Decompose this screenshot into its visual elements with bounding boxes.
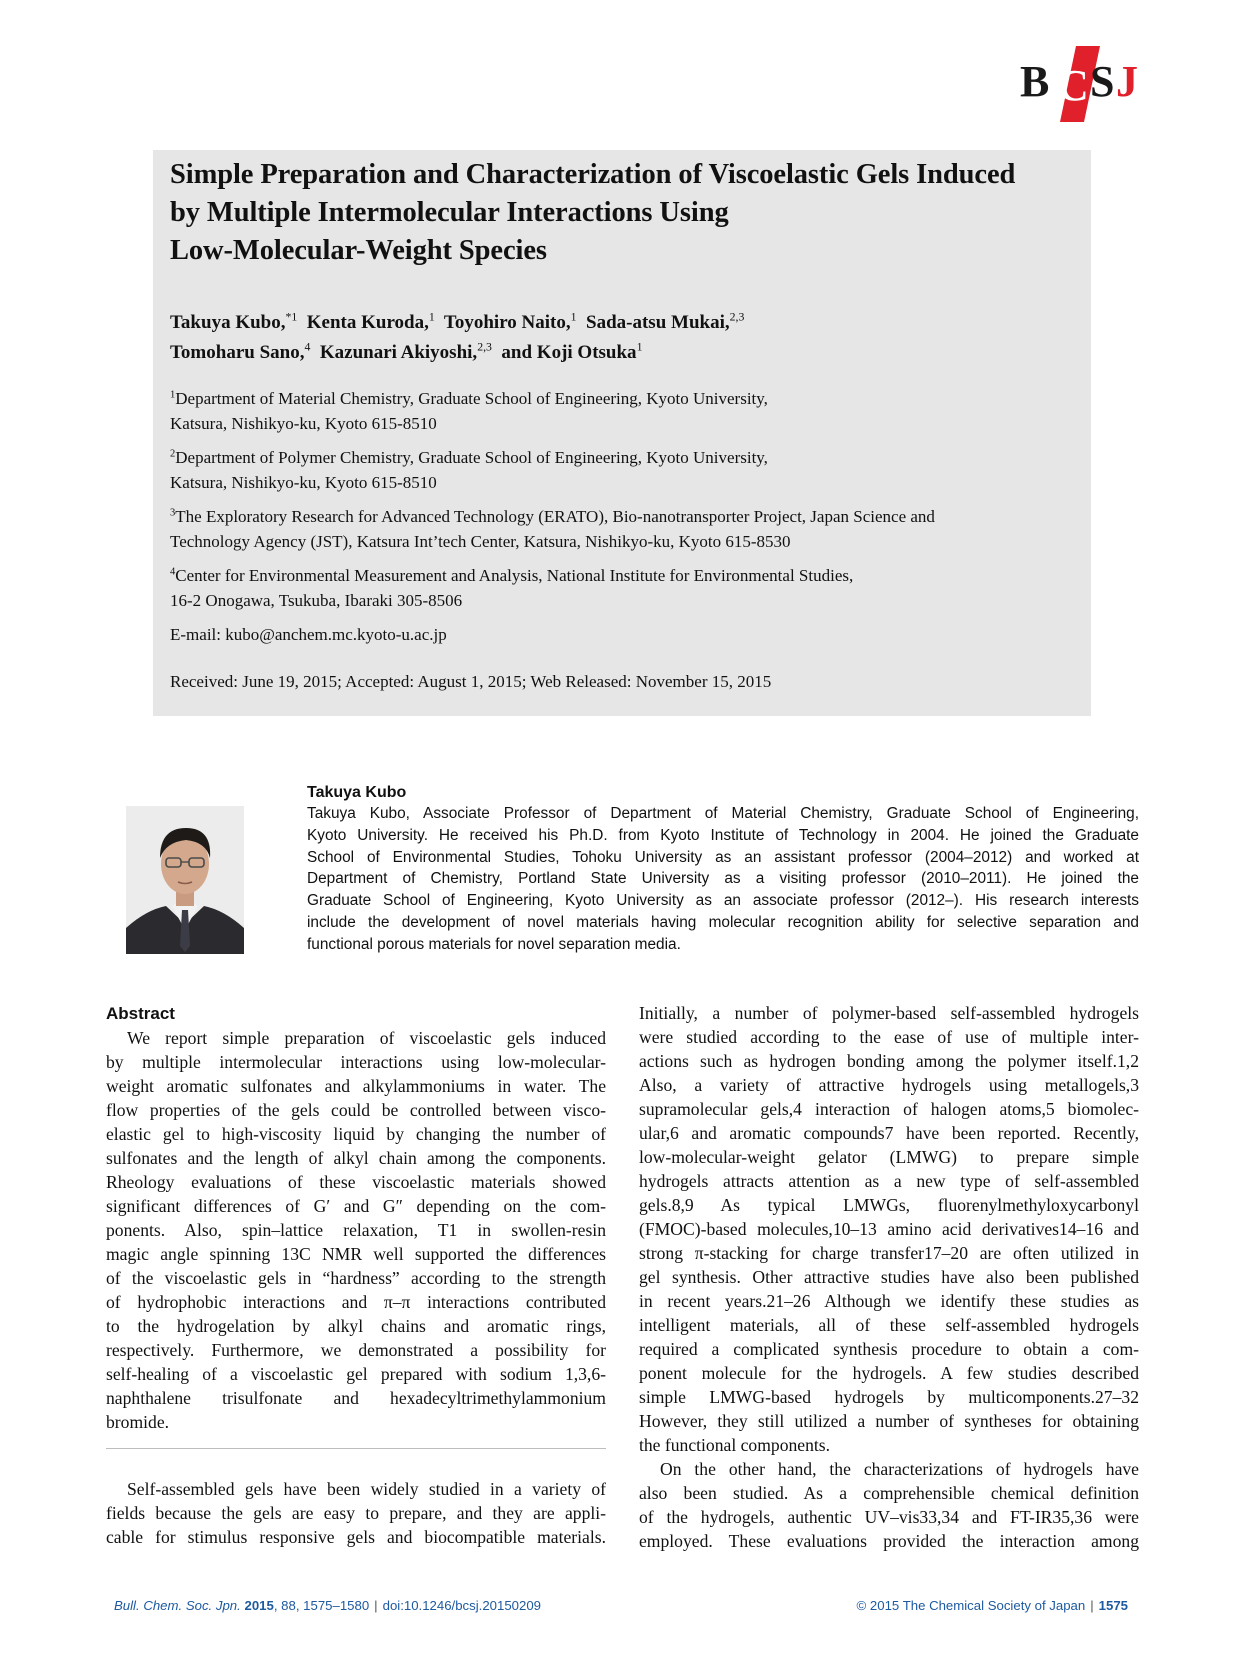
body-line: On the other hand, the characterizations of hydrogels have [660,1459,1139,1479]
body-line: also been studied. As a comprehensible chemical definition [639,1483,1139,1503]
affiliation-line: The Exploratory Research for Advanced Technology (ERATO), Bio-nanotransporter Project, Japan Science and [175,507,935,526]
author-photo-image [126,806,244,954]
contact-email[interactable]: E-mail: kubo@anchem.mc.kyoto-u.ac.jp [170,625,447,644]
article-title [170,156,1075,270]
author-mark: 1 [636,340,643,354]
abstract-line: respectively. Furthermore, we demonstrated a possibility for [106,1340,606,1360]
abstract-divider [106,1448,606,1449]
body-line: employed. These evaluations provided the interaction among [639,1531,1139,1551]
journal-year: 2015 [244,1598,274,1613]
intro-line: cable for stimulus responsive gels and biocompatible materials. [106,1527,606,1547]
author-mark: *1 [285,310,298,324]
body-line: required a complicated synthesis procedure to obtain a com- [639,1339,1139,1359]
publication-dates: Received: June 19, 2015; Accepted: August 1, 2015; Web Released: November 15, 2015 [170,672,772,691]
affiliation-item [170,386,1075,436]
abstract-line: elastic gel to high-viscosity liquid by changing the number of [106,1124,606,1144]
article-header [153,150,1091,716]
author-name: Sada-atsu Mukai, [586,312,730,333]
svg-text:S: S [1090,57,1115,106]
author-mark: 1 [570,310,577,324]
body-paragraph [639,1457,1139,1553]
body-line: Also, a variety of attractive hydrogels using metallogels,3 [639,1075,1139,1095]
author-mark: 1 [428,310,435,324]
abstract-line: significant differences of G′ and G″ depending on the com- [106,1196,606,1216]
copyright-text: © 2015 The Chemical Society of Japan [856,1598,1086,1613]
bio-line: Graduate School of Engineering, Kyoto University as an associate professor (2012–). His research interests [307,892,1139,910]
journal-name: Bull. Chem. Soc. Jpn. [114,1598,241,1613]
right-column [639,1001,1139,1553]
abstract-line: of the viscoelastic gels in “hardness” according to the strength [106,1268,606,1288]
affiliation-list [170,386,1075,613]
body-line: ular,6 and aromatic compounds7 have been reported. Recently, [639,1123,1139,1143]
abstract-line: of hydrophobic interactions and π–π interactions contributed [106,1292,606,1312]
body-line: supramolecular gels,4 interaction of halogen atoms,5 biomolec- [639,1099,1139,1119]
affiliation-line: Department of Material Chemistry, Graduate School of Engineering, Kyoto University, [175,389,768,408]
author-name: Tomoharu Sano, [170,342,305,363]
body-line: gel synthesis. Other attractive studies have also been published [639,1267,1139,1287]
bio-line: Department of Chemistry, Portland State University as a visiting professor (2010–2011). He joined the [307,870,1139,888]
affiliation-line: Technology Agency (JST), Katsura Int’tech Center, Katsura, Nishikyo-ku, Kyoto 615-8530 [170,532,791,551]
bio-line: Kyoto University. He received his Ph.D. from Kyoto Institute of Technology in 2004. He joined the Graduate [307,826,1139,844]
author-name: and Koji Otsuka [501,342,637,363]
bio-author-name: Takuya Kubo [307,784,407,801]
affiliation-number: 4 [170,566,176,578]
body-line: hydrogels attracts attention as a new type of self-assembled [639,1171,1139,1191]
title-line: Simple Preparation and Characterization of Viscoelastic Gels Induced [170,159,1016,190]
svg-text:C: C [1057,61,1089,110]
intro-line: Self-assembled gels have been widely studied in a variety of [127,1479,606,1499]
intro-paragraph [106,1477,606,1549]
bio-line: Takuya Kubo, Associate Professor of Department of Material Chemistry, Graduate School of Engineering, [307,805,1139,822]
intro-paragraph-continued [639,1001,1139,1457]
author-mark: 2,3 [477,340,492,354]
author-list [170,308,1075,368]
author-mark: 4 [304,340,311,354]
abstract-line: Rheology evaluations of these viscoelastic materials showed [106,1172,606,1192]
affiliation-number: 1 [170,389,176,401]
bio-text [307,803,1139,956]
page-number: 1575 [1098,1598,1128,1613]
affiliation-line: 16-2 Onogawa, Tsukuba, Ibaraki 305-8506 [170,591,463,610]
title-line: by Multiple Intermolecular Interactions Using [170,197,729,228]
body-line: Initially, a number of polymer-based self-assembled hydrogels [639,1003,1139,1023]
bcsj-logo [1020,42,1140,126]
affiliation-item [170,445,1075,495]
affiliation-line: Katsura, Nishikyo-ku, Kyoto 615-8510 [170,414,437,433]
author-mark: 2,3 [729,310,745,324]
abstract-line: to the hydrogelation by alkyl chains and aromatic rings, [106,1316,606,1336]
title-line: Low-Molecular-Weight Species [170,235,547,266]
abstract-line: weight aromatic sulfonates and alkylammoniums in water. The [106,1076,606,1096]
abstract-line: self-healing of a viscoelastic gel prepared with sodium 1,3,6- [106,1364,606,1384]
abstract-line: sulfonates and the length of alkyl chain among the components. [106,1148,606,1168]
abstract-line: ponents. Also, spin–lattice relaxation, T1 in swollen-resin [106,1220,606,1240]
bcsj-logo-graphic [1020,42,1140,126]
affiliation-line: Katsura, Nishikyo-ku, Kyoto 615-8510 [170,473,437,492]
svg-text:B: B [1020,57,1050,106]
body-line: strong π-stacking for charge transfer17–20 are often utilized in [639,1243,1139,1263]
left-column [106,1002,606,1549]
abstract-body [106,1026,606,1434]
body-line: intelligent materials, all of these self-assembled hydrogels [639,1315,1139,1335]
svg-text:J: J [1116,57,1138,106]
intro-line: fields because the gels are easy to prepare, and they are appli- [106,1503,606,1523]
author-name: Kazunari Akiyoshi, [319,342,478,363]
body-line: ponent molecule for the hydrogels. A few studies described [639,1363,1139,1383]
author-name: Takuya Kubo, [170,312,286,333]
abstract-line: magic angle spinning 13C NMR well supported the differences [106,1244,606,1264]
body-line: However, they still utilized a number of syntheses for obtaining [639,1411,1139,1431]
abstract-line: naphthalene trisulfonate and hexadecyltrimethylammonium [106,1388,606,1408]
doi-link[interactable]: doi:10.1246/bcsj.20150209 [382,1598,541,1613]
body-line: actions such as hydrogen bonding among the polymer itself.1,2 [639,1051,1139,1071]
affiliation-line: Department of Polymer Chemistry, Graduate School of Engineering, Kyoto University, [175,448,768,467]
body-line: of the hydrogels, authentic UV–vis33,34 and FT-IR35,36 were [639,1507,1139,1527]
abstract-line: bromide. [106,1412,170,1432]
body-line: the functional components. [639,1435,831,1455]
body-line: in recent years.21–26 Although we identify these studies as [639,1291,1139,1311]
body-line: (FMOC)-based molecules,10–13 amino acid derivatives14–16 and [639,1219,1139,1239]
author-name: Toyohiro Naito, [443,312,571,333]
affiliation-number: 3 [170,507,176,519]
bio-line: School of Environmental Studies, Tohoku University as an assistant professor (2004–2012) and worked at [307,848,1139,866]
author-photo [126,806,244,954]
body-line: were studied according to the ease of use of multiple inter- [639,1027,1139,1047]
body-line: gels.8,9 As typical LMWGs, fluorenylmethyloxycarbonyl [639,1195,1139,1215]
volume-pages: , 88, 1575–1580 [273,1598,370,1613]
affiliation-item [170,563,1075,613]
abstract-line: by multiple intermolecular interactions using low-molecular- [106,1052,606,1072]
abstract-line: We report simple preparation of viscoelastic gels induced [127,1028,606,1048]
abstract-heading: Abstract [106,1004,175,1023]
affiliation-line: Center for Environmental Measurement and Analysis, National Institute for Environmental Studies, [175,566,854,585]
footer-citation: Bull. Chem. Soc. Jpn. 2015, 88, 1575–1580 | doi:10.1246/bcsj.20150209 [114,1598,541,1613]
affiliation-number: 2 [170,448,176,460]
abstract-line: flow properties of the gels could be controlled between visco- [106,1100,606,1120]
author-name: Kenta Kuroda, [306,312,429,333]
footer-copyright: © 2015 The Chemical Society of Japan | 1575 [856,1598,1128,1613]
body-line: low-molecular-weight gelator (LMWG) to prepare simple [639,1147,1139,1167]
body-line: simple LMWG-based hydrogels by multicomponents.27–32 [639,1387,1139,1407]
affiliation-item [170,504,1075,554]
bio-line: include the development of novel materials having molecular recognition ability for selective separation and [307,913,1139,931]
author-bio [307,782,1139,956]
bio-line: functional porous materials for novel separation media. [307,935,681,953]
